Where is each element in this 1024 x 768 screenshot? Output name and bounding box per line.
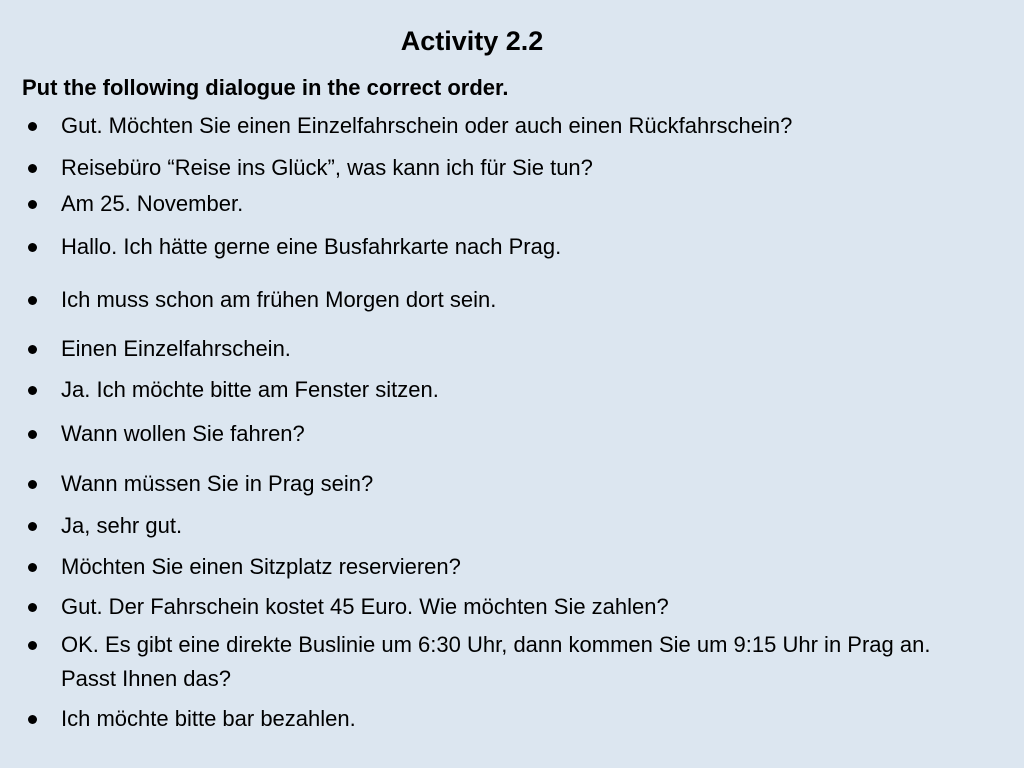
list-item	[22, 187, 982, 221]
list-item	[22, 628, 982, 696]
list-item-text: Einen Einzelfahrschein.	[61, 336, 291, 361]
list-item-text: Hallo. Ich hätte gerne eine Busfahrkarte nach Prag.	[61, 234, 562, 259]
bullet-icon	[28, 603, 37, 612]
list-item-text: Ich möchte bitte bar bezahlen.	[61, 706, 356, 731]
list-item	[22, 509, 982, 543]
list-item	[22, 467, 982, 501]
list-item	[22, 590, 982, 624]
bullet-icon	[28, 430, 37, 439]
bullet-icon	[28, 200, 37, 209]
list-item-text: Möchten Sie einen Sitzplatz reservieren?	[61, 554, 461, 579]
list-item-text: OK. Es gibt eine direkte Buslinie um 6:30 Uhr, dann kommen Sie um 9:15 Uhr in Prag an. Passt Ihnen das?	[61, 632, 931, 691]
bullet-icon	[28, 164, 37, 173]
list-item	[22, 417, 982, 451]
list-item	[22, 332, 982, 366]
bullet-icon	[28, 243, 37, 252]
list-item	[22, 230, 982, 264]
list-item-text: Reisebüro “Reise ins Glück”, was kann ich für Sie tun?	[61, 155, 593, 180]
list-item	[22, 373, 982, 407]
bullet-icon	[28, 563, 37, 572]
list-item	[22, 550, 982, 584]
list-item-text: Wann wollen Sie fahren?	[61, 421, 305, 446]
bullet-icon	[28, 641, 37, 650]
list-item-text: Ja, sehr gut.	[61, 513, 183, 538]
list-item-text: Ich muss schon am frühen Morgen dort sein.	[61, 287, 497, 312]
bullet-icon	[28, 715, 37, 724]
list-item-text: Ja. Ich möchte bitte am Fenster sitzen.	[61, 377, 439, 402]
instruction-text: Put the following dialogue in the correct order.	[22, 75, 509, 100]
bullet-icon	[28, 345, 37, 354]
bullet-icon	[28, 296, 37, 305]
list-item-text: Gut. Der Fahrschein kostet 45 Euro. Wie möchten Sie zahlen?	[61, 594, 669, 619]
list-item-text: Wann müssen Sie in Prag sein?	[61, 471, 374, 496]
slide-title: Activity 2.2	[400, 26, 544, 56]
list-item	[22, 283, 982, 317]
list-item	[22, 109, 982, 143]
bullet-icon	[28, 480, 37, 489]
list-item	[22, 151, 982, 185]
list-item	[22, 702, 982, 736]
list-item-text: Am 25. November.	[61, 191, 244, 216]
list-item-text: Gut. Möchten Sie einen Einzelfahrschein oder auch einen Rückfahrschein?	[61, 113, 793, 138]
bullet-icon	[28, 386, 37, 395]
bullet-icon	[28, 522, 37, 531]
bullet-icon	[28, 122, 37, 131]
